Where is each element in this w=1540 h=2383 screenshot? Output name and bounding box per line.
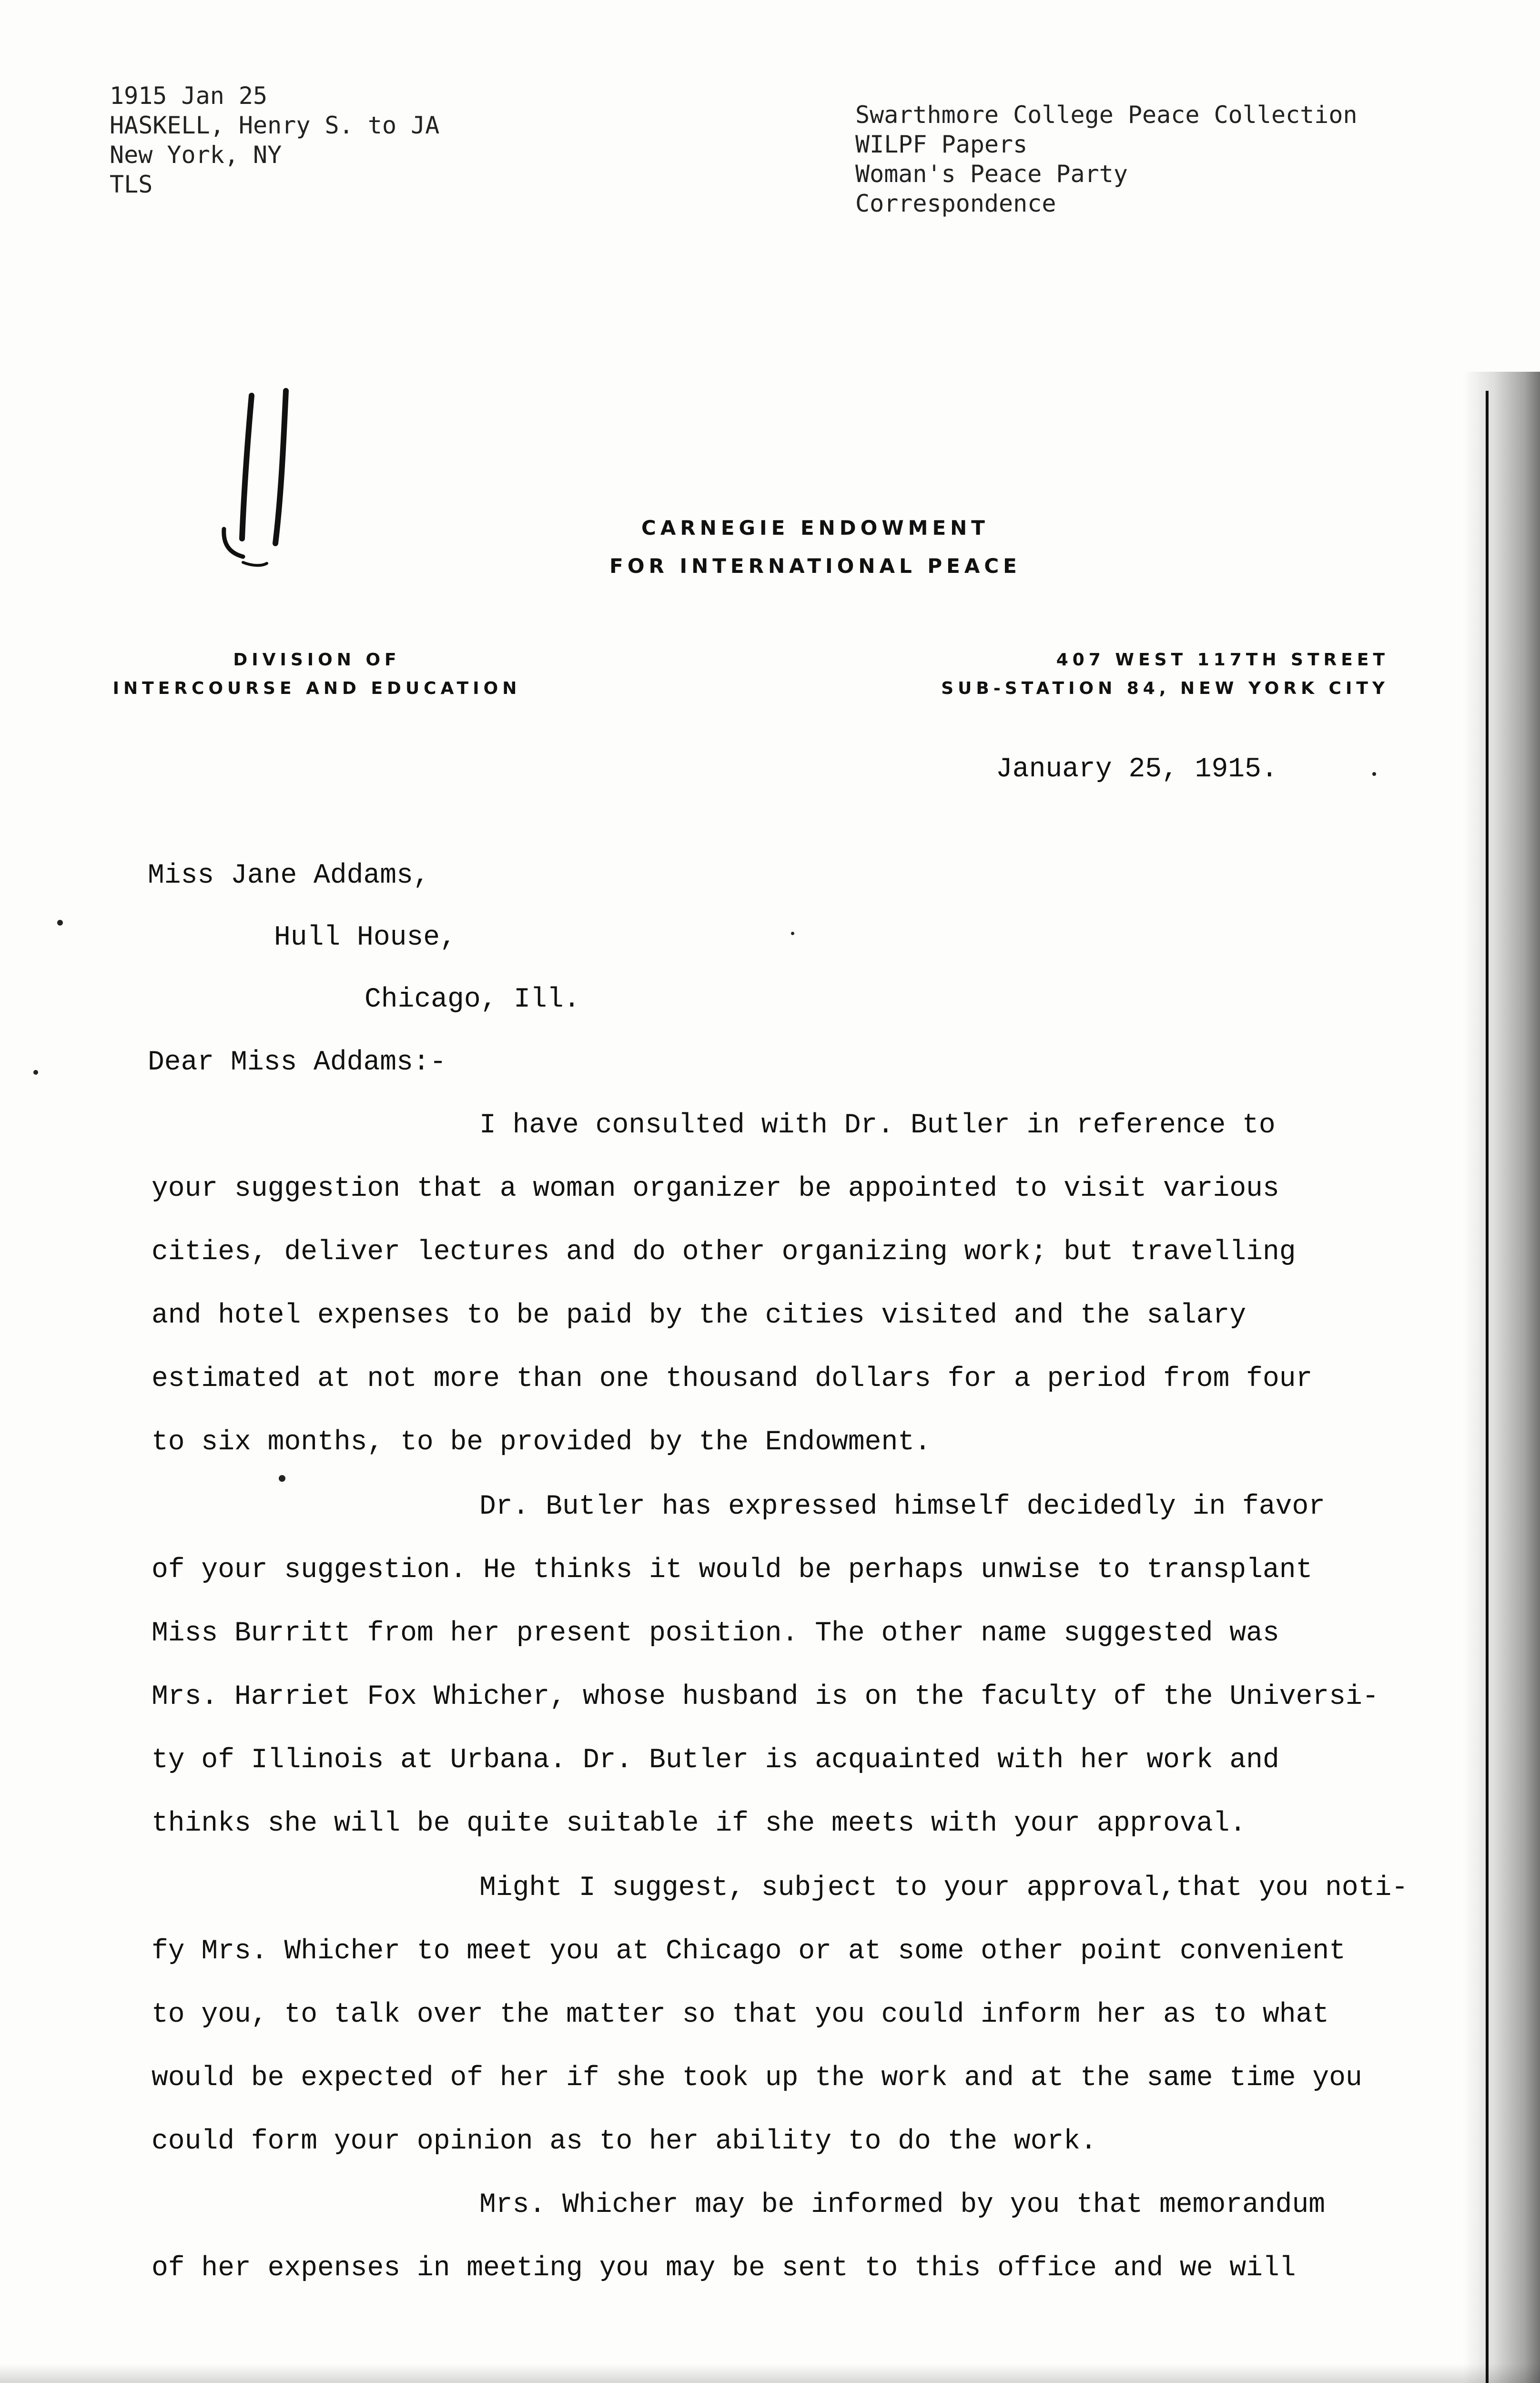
address-line1: 407 WEST 117TH STREET — [1056, 650, 1389, 670]
address-line2: SUB-STATION 84, NEW YORK CITY — [941, 679, 1389, 698]
paragraph-line: I have consulted with Dr. Butler in reference to — [479, 1110, 1276, 1141]
letterhead-division — [107, 646, 527, 703]
paragraph-line: ty of Illinois at Urbana. Dr. Butler is acquainted with her work and — [152, 1745, 1279, 1776]
paragraph-line: Miss Burritt from her present position. The other name suggested was — [152, 1618, 1279, 1649]
archive-date: 1915 Jan 25 — [110, 82, 268, 110]
scan-edge-shadow-bottom — [0, 2364, 1540, 2383]
paragraph-3 — [152, 1856, 1408, 2173]
paragraph-4 — [152, 2173, 1325, 2300]
paragraph-line: Dr. Butler has expressed himself decidedly in favor — [479, 1491, 1326, 1522]
archive-collection — [855, 100, 1358, 218]
archive-citation — [110, 81, 439, 199]
collection-name: Swarthmore College Peace Collection — [855, 101, 1358, 129]
letterhead-address — [932, 646, 1389, 703]
recipient-street: Hull House, — [274, 922, 456, 953]
archive-place: New York, NY — [110, 141, 282, 169]
paragraph-line: cities, deliver lectures and do other organizing work; but travelling — [152, 1237, 1296, 1268]
scan-speck — [33, 1070, 38, 1075]
archive-correspondents: HASKELL, Henry S. to JA — [110, 112, 440, 139]
division-line2: INTERCOURSE AND EDUCATION — [112, 679, 521, 698]
salutation: Dear Miss Addams:- — [148, 1047, 446, 1078]
paragraph-line: of your suggestion. He thinks it would be perhaps unwise to transplant — [152, 1555, 1313, 1586]
collection-series: WILPF Papers — [855, 131, 1028, 158]
scan-edge-shadow-right — [1463, 372, 1540, 2383]
letterhead-org-line2: FOR INTERNATIONAL PEACE — [609, 554, 1021, 578]
paragraph-line: to six months, to be provided by the Endowment. — [152, 1427, 931, 1458]
scan-speck — [791, 932, 794, 935]
paragraph-line: thinks she will be quite suitable if she meets with your approval. — [152, 1808, 1246, 1839]
paragraph-2 — [152, 1475, 1379, 1855]
paragraph-line: estimated at not more than one thousand dollars for a period from four — [152, 1364, 1313, 1395]
recipient-name: Miss Jane Addams, — [148, 860, 430, 891]
collection-subseries: Woman's Peace Party — [855, 160, 1128, 188]
scan-speck — [57, 920, 63, 926]
recipient-city: Chicago, Ill. — [365, 984, 580, 1015]
archive-format: TLS — [110, 171, 153, 198]
paragraph-line: of her expenses in meeting you may be sent to this office and we will — [152, 2253, 1296, 2284]
collection-type: Correspondence — [855, 190, 1056, 217]
scan-speck — [279, 1475, 285, 1482]
division-line1: DIVISION OF — [233, 650, 401, 670]
paragraph-line: to you, to talk over the matter so that you could inform her as to what — [152, 1999, 1329, 2030]
paragraph-line: your suggestion that a woman organizer be appointed to visit various — [152, 1173, 1279, 1204]
scan-edge-line — [1486, 391, 1489, 2383]
paragraph-1 — [152, 1094, 1312, 1474]
paragraph-line: would be expected of her if she took up the work and at the same time you — [152, 2063, 1362, 2094]
letter-date: January 25, 1915. — [996, 754, 1278, 785]
paragraph-line: Mrs. Harriet Fox Whicher, whose husband is on the faculty of the Universi- — [152, 1681, 1379, 1712]
paragraph-line: Might I suggest, subject to your approval,that you noti- — [479, 1873, 1408, 1904]
paragraph-line: fy Mrs. Whicher to meet you at Chicago or at some other point convenient — [152, 1936, 1346, 1967]
letterhead-title — [0, 509, 1540, 585]
letterhead-org-line1: CARNEGIE ENDOWMENT — [641, 516, 989, 540]
paragraph-line: Mrs. Whicher may be informed by you that memorandum — [479, 2190, 1326, 2220]
scan-speck — [1372, 772, 1376, 776]
paragraph-line: could form your opinion as to her ability to do the work. — [152, 2126, 1097, 2157]
paragraph-line: and hotel expenses to be paid by the cities visited and the salary — [152, 1300, 1246, 1331]
